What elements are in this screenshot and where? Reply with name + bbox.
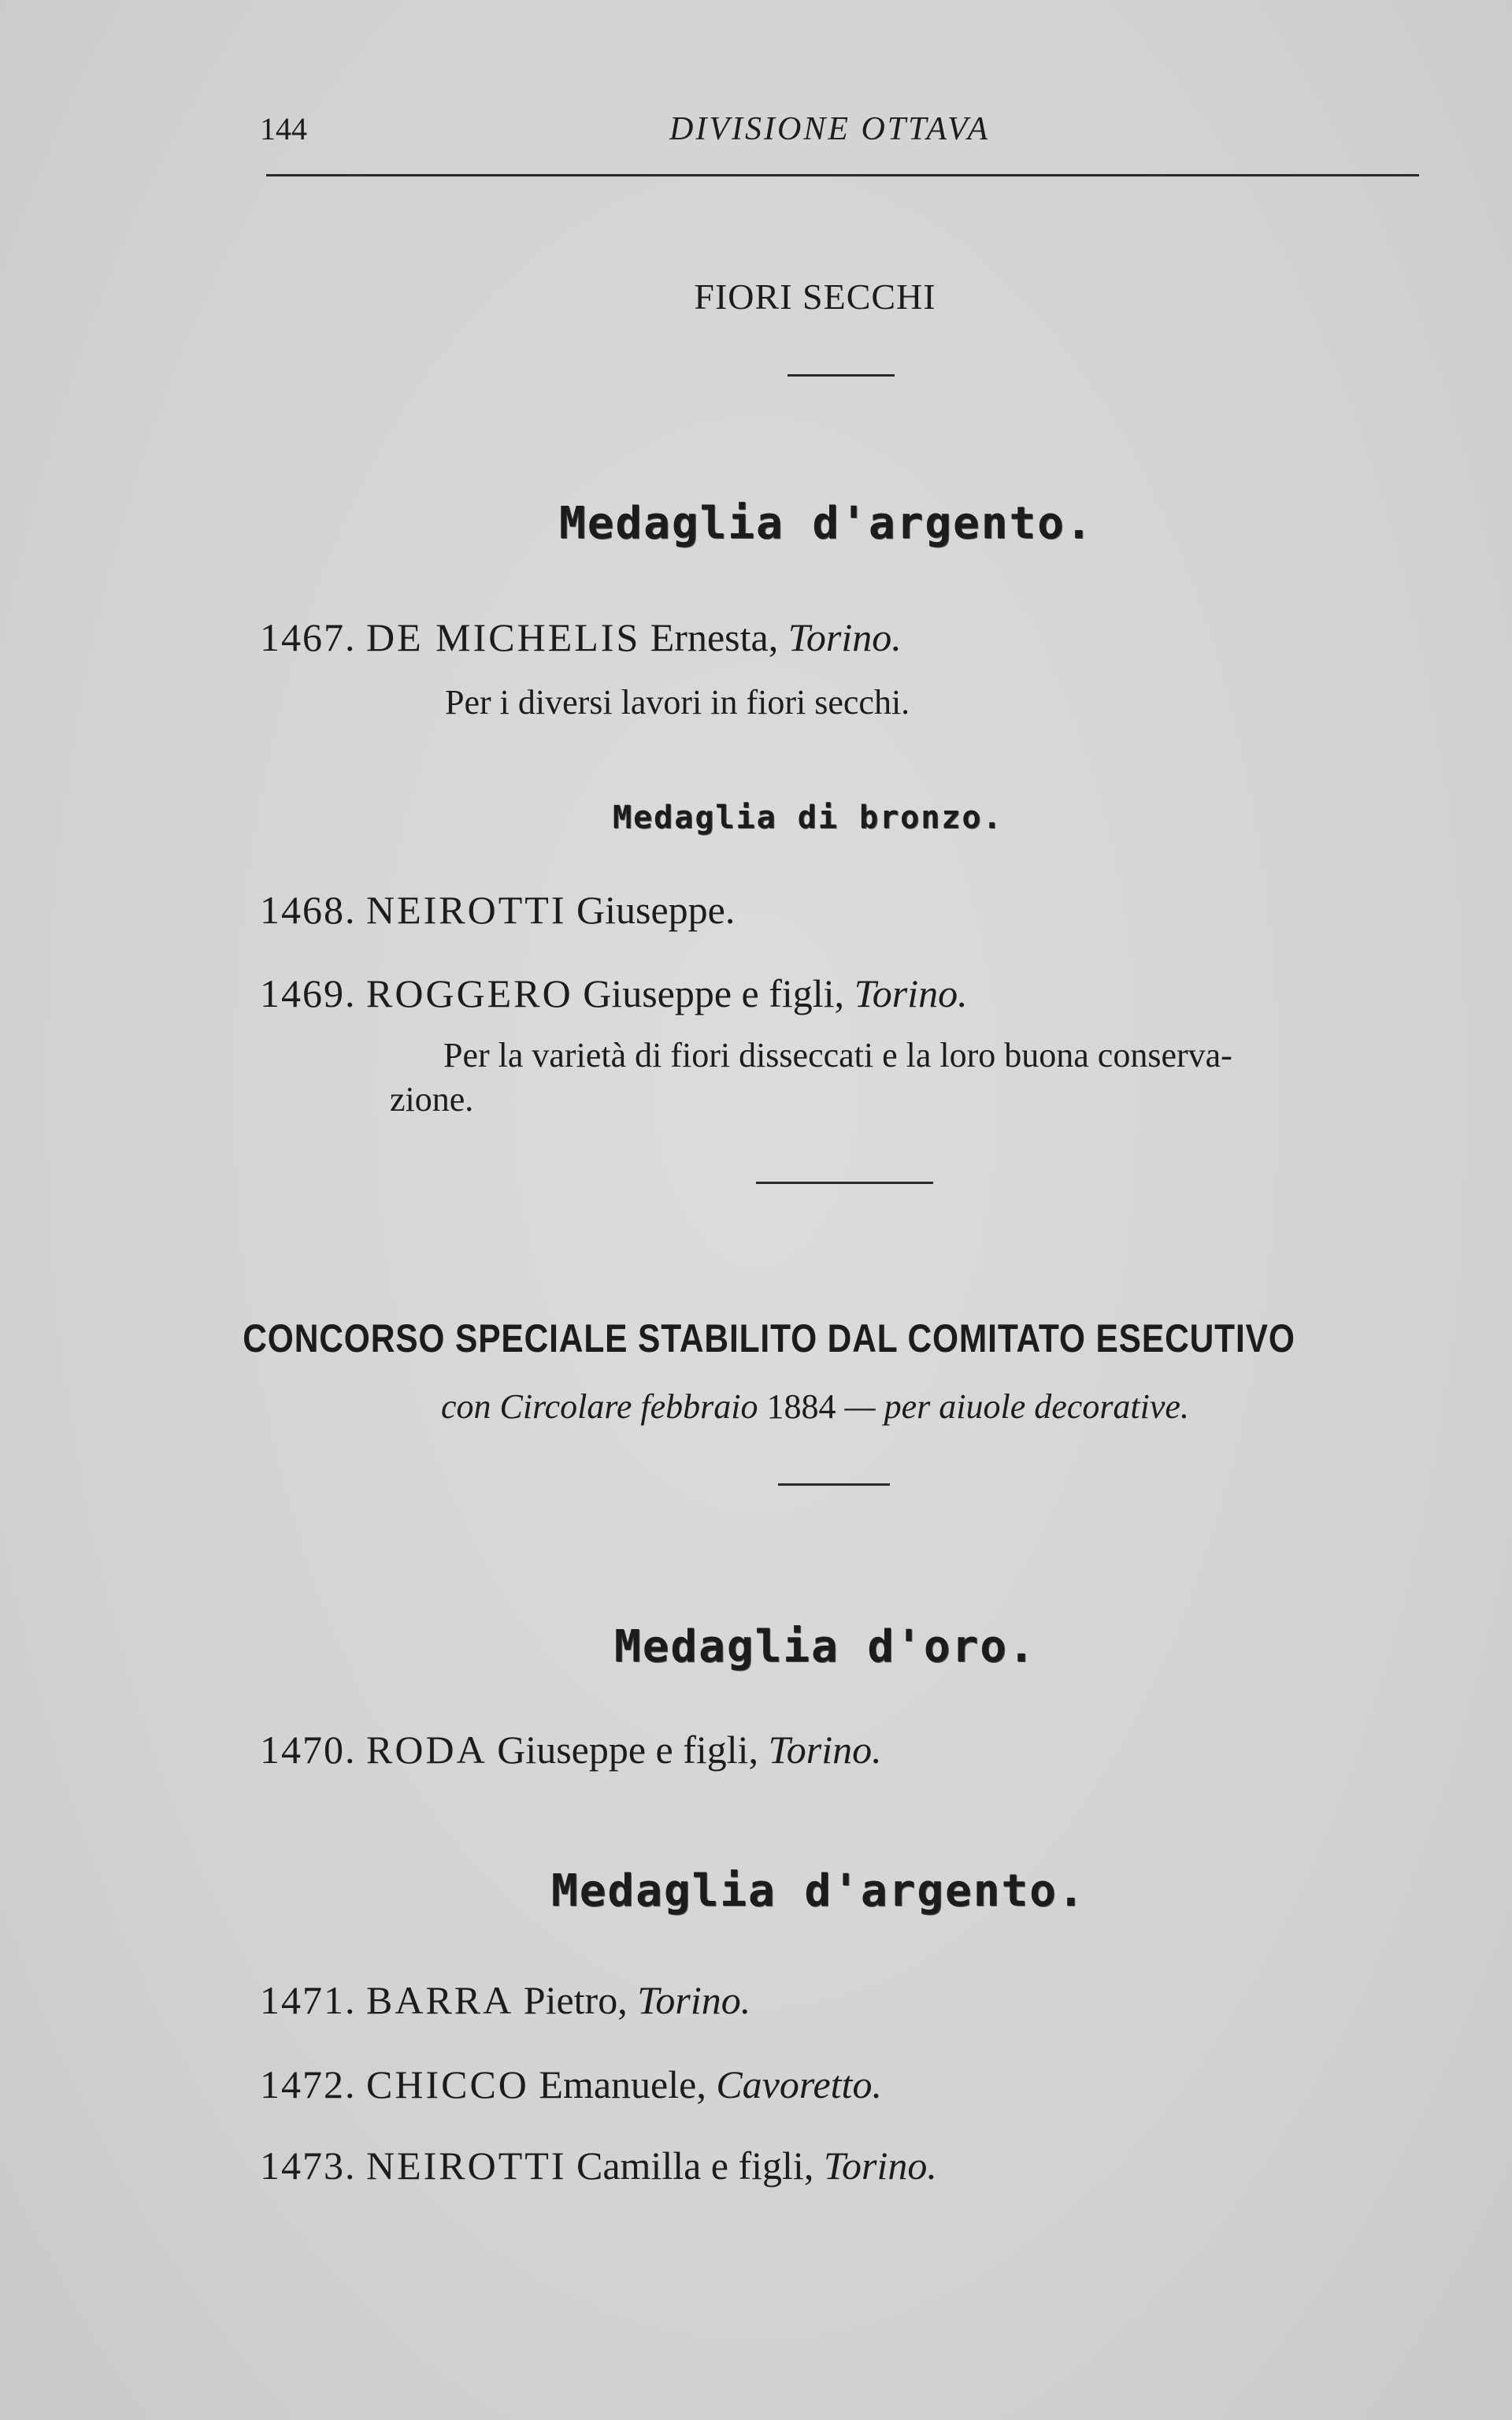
entry-place: Torino.	[768, 1728, 882, 1772]
entry-note-line-2: zione.	[390, 1080, 474, 1119]
page-number: 144	[260, 111, 307, 147]
entry-surname: RODA	[366, 1728, 487, 1772]
entry-surname: DE MICHELIS	[366, 615, 641, 659]
entry-surname: NEIROTTI	[366, 888, 567, 932]
entry-number: 1467.	[260, 615, 357, 659]
entry-given-name: Giuseppe e figli,	[583, 971, 845, 1015]
entry-number: 1470.	[260, 1728, 357, 1772]
concorso-subtitle	[0, 1386, 1512, 1427]
entry-surname: ROGGERO	[366, 971, 573, 1015]
header-rule	[266, 174, 1419, 176]
section-divider	[756, 1182, 933, 1184]
concorso-year: 1884	[766, 1387, 836, 1426]
entry-place: Torino.	[854, 971, 968, 1015]
entry-1468	[260, 887, 735, 933]
entry-number: 1473.	[260, 2143, 357, 2188]
entry-1469	[260, 971, 968, 1016]
entry-1471	[260, 1977, 750, 2023]
running-title: DIVISIONE OTTAVA	[669, 111, 991, 147]
entry-place: Torino.	[823, 2143, 937, 2188]
entry-given-name: Ernesta,	[650, 615, 779, 659]
entry-note: Per i diversi lavori in fiori secchi.	[445, 683, 910, 722]
entry-note-line-1: Per la varietà di fiori disseccati e la loro buona conserva-	[443, 1036, 1232, 1075]
entry-given-name: Pietro,	[523, 1978, 628, 2022]
entry-given-name: Emanuele,	[539, 2062, 706, 2106]
entry-number: 1472.	[260, 2062, 357, 2106]
entry-1472	[260, 2062, 882, 2107]
entry-given-name: Camilla e figli,	[576, 2143, 814, 2188]
medal-heading-silver: Medaglia d'argento.	[559, 498, 1094, 549]
entry-given-name: Giuseppe e figli,	[497, 1728, 759, 1772]
entry-surname: NEIROTTI	[366, 2143, 567, 2188]
concorso-subtitle-end: — per aiuole decorative.	[844, 1387, 1189, 1426]
entry-1467	[260, 614, 902, 660]
entry-number: 1471.	[260, 1978, 357, 2022]
entry-number: 1469.	[260, 971, 357, 1015]
concorso-subtitle-start: con Circolare febbraio	[441, 1387, 758, 1426]
entry-1470	[260, 1727, 882, 1772]
medal-heading-gold: Medaglia d'oro.	[614, 1621, 1036, 1672]
section-title: FIORI SECCHI	[694, 277, 936, 317]
title-rule	[788, 374, 895, 377]
concorso-title: CONCORSO SPECIALE STABILITO DAL COMITATO ESECUTIVO	[243, 1316, 1295, 1360]
entry-given-name: Giuseppe.	[576, 888, 736, 932]
medal-heading-bronze: Medaglia di bronzo.	[613, 800, 1003, 836]
medal-heading-silver-2: Medaglia d'argento.	[551, 1865, 1086, 1917]
entry-surname: CHICCO	[366, 2062, 529, 2106]
entry-place: Torino.	[788, 615, 902, 659]
entry-place: Cavoretto.	[716, 2062, 882, 2106]
entry-1473	[260, 2143, 937, 2188]
entry-place: Torino.	[637, 1978, 751, 2022]
entry-number: 1468.	[260, 888, 357, 932]
concorso-rule	[778, 1483, 890, 1486]
entry-surname: BARRA	[366, 1978, 514, 2022]
